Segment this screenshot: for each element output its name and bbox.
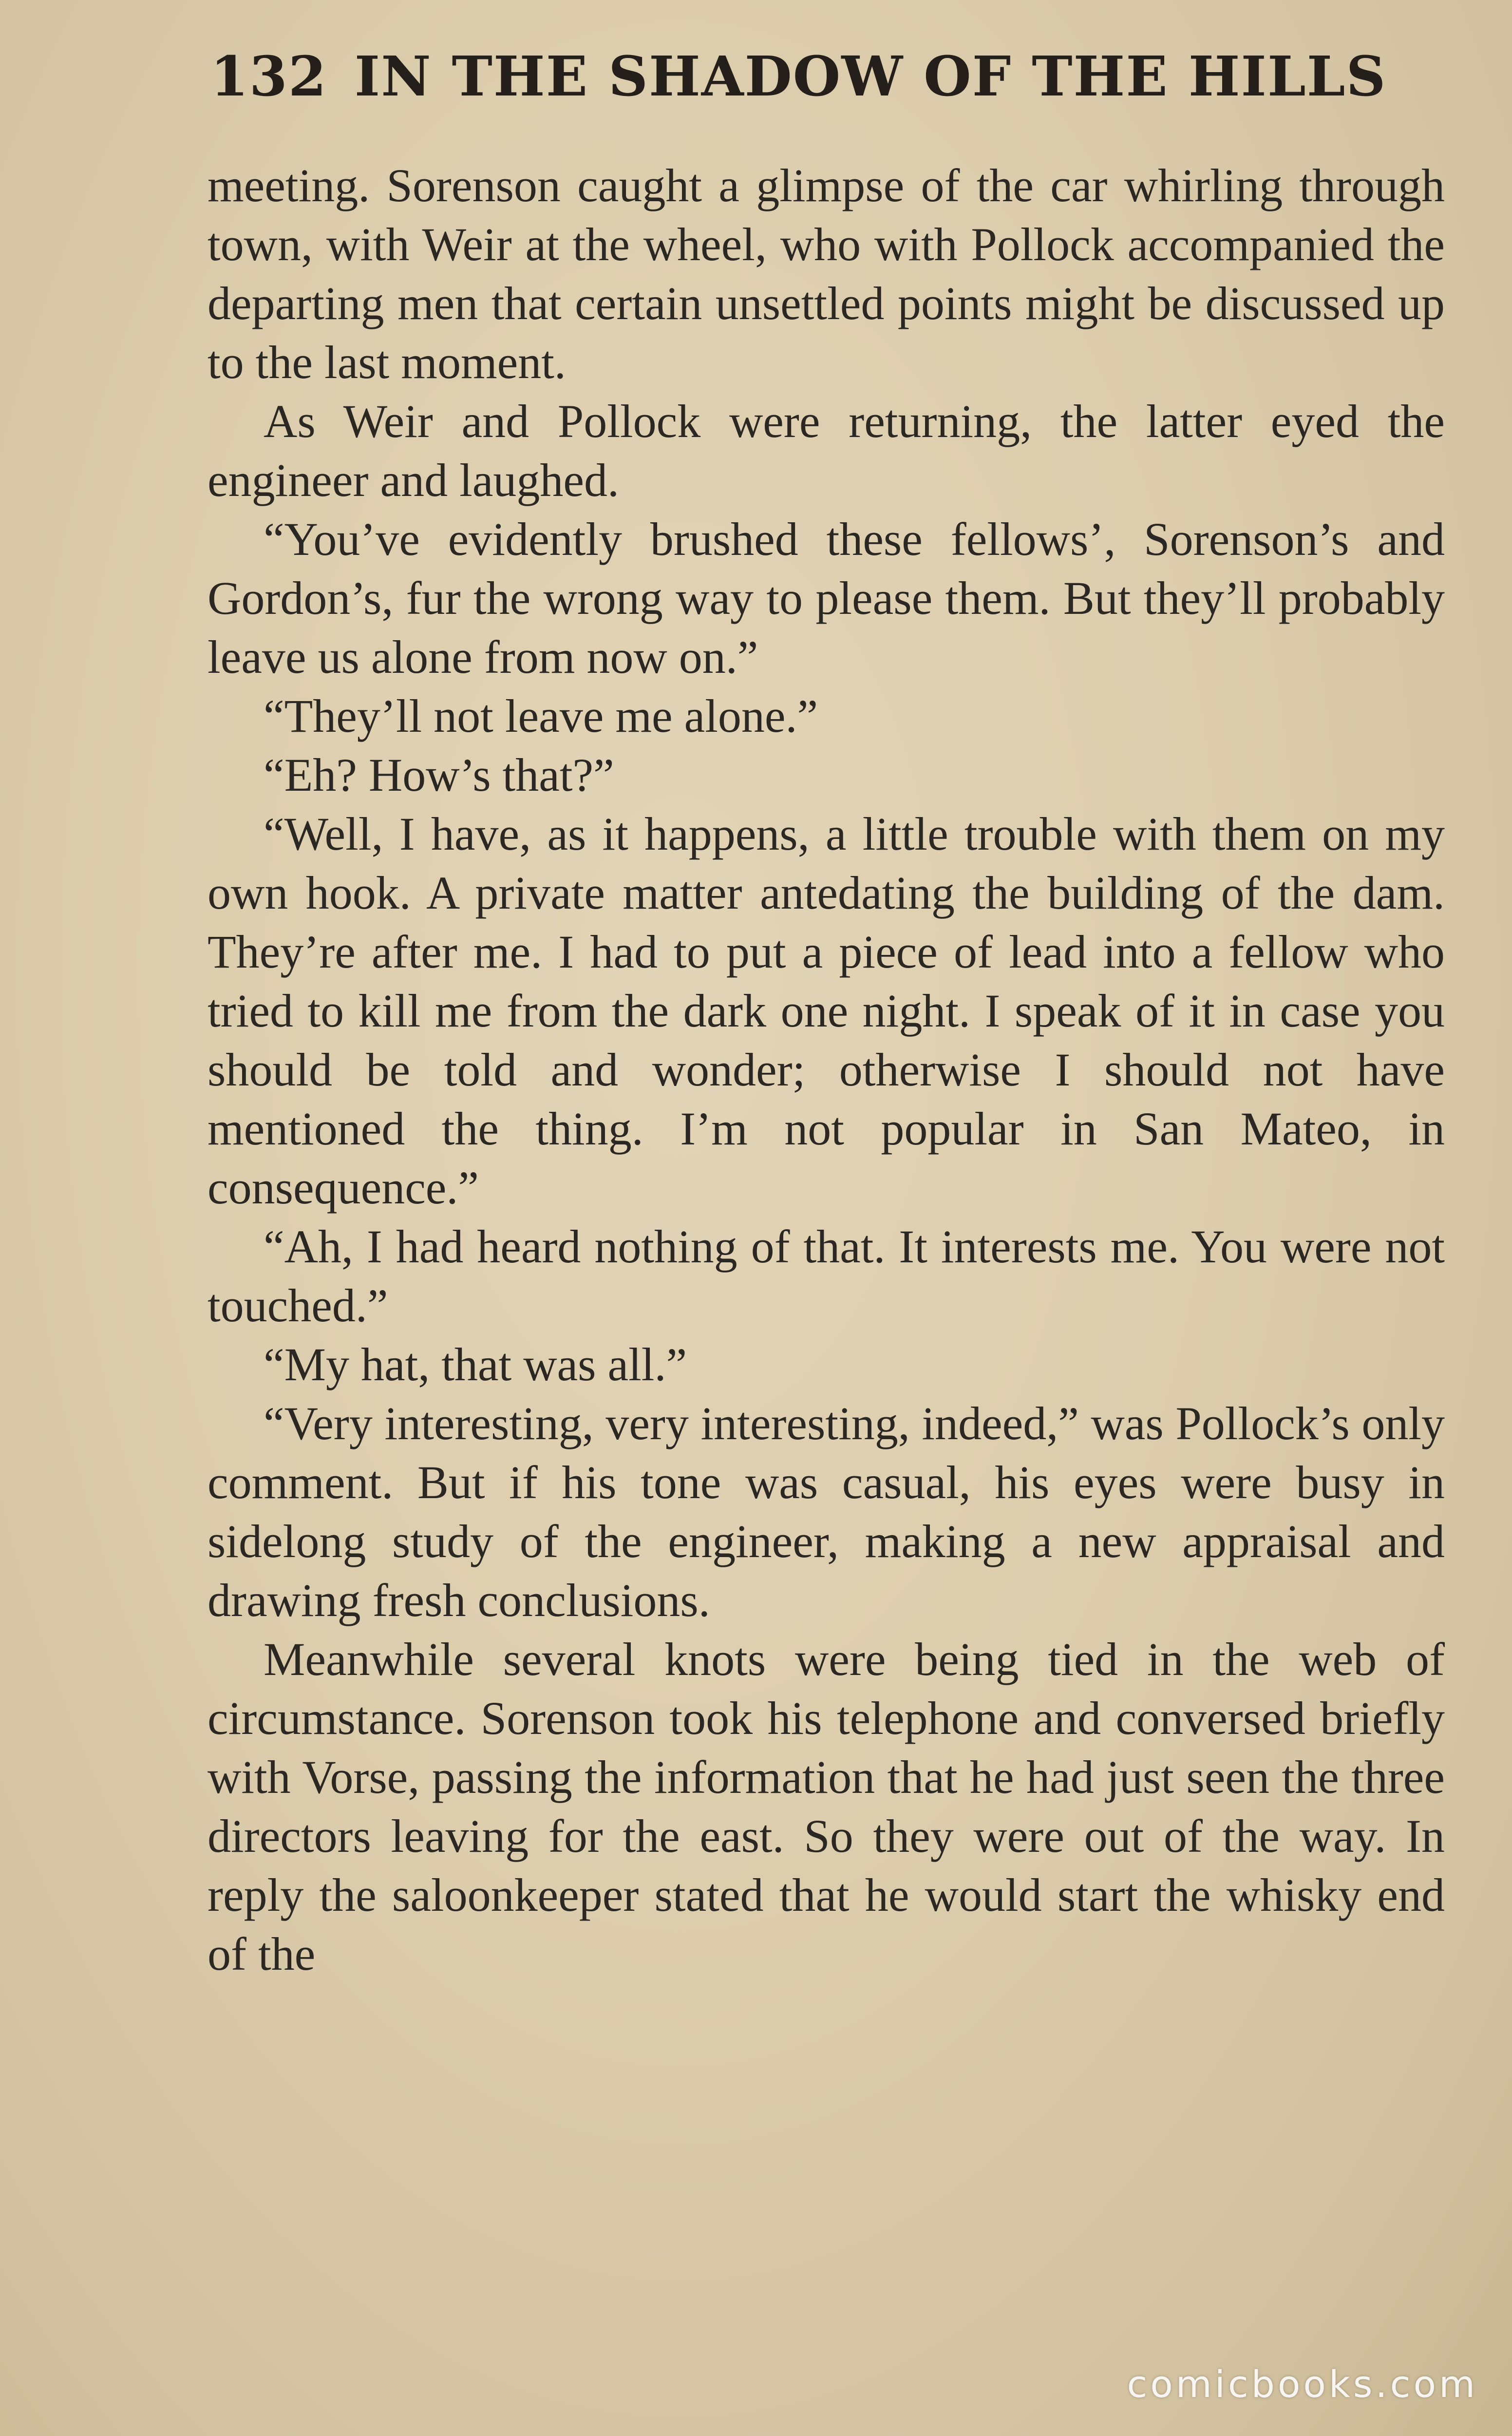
paragraph-8: “My hat, that was all.” xyxy=(264,1338,687,1390)
watermark: comicbooks.com xyxy=(1127,2362,1478,2406)
paragraph-10: Meanwhile several knots were being tied in the web of circumstance. Sorenson took his telephone and conversed briefly with Vorse, passing the information that he had just seen the three directors leaving for the east. So they were out of the way. In reply the saloonkeeper stated that he would start the whisky end of the xyxy=(208,1633,1445,1980)
body-text xyxy=(208,156,1445,1983)
running-header xyxy=(210,45,1448,118)
page-number: 132 xyxy=(210,45,327,109)
running-title: IN THE SHADOW OF THE HILLS xyxy=(354,45,1387,109)
paragraph-2: As Weir and Pollock were returning, the latter eyed the engineer and laughed. xyxy=(208,395,1445,506)
paragraph-1: meeting. Sorenson caught a glimpse of the car whirling through town, with Weir at the wheel, who with Pollock accompanied the departing men that certain unsettled points might be discussed up to the last moment. xyxy=(208,159,1445,388)
paragraph-9: “Very interesting, very interesting, indeed,” was Pollock’s only comment. But if his tone was casual, his eyes were busy in sidelong study of the engineer, making a new appraisal and drawing fresh conclusions. xyxy=(208,1397,1445,1626)
paragraph-7: “Ah, I had heard nothing of that. It interests me. You were not touched.” xyxy=(208,1220,1445,1332)
paragraph-6: “Well, I have, as it happens, a little trouble with them on my own hook. A private matter antedating the building of the dam. They’re after me. I had to put a piece of lead into a fellow who tried to kill me from the dark one night. I speak of it in case you should be told and wonder; otherwise I should not have mentioned the thing. I’m not popular in San Mateo, in consequence.” xyxy=(208,808,1445,1214)
paragraph-4: “They’ll not leave me alone.” xyxy=(264,690,818,742)
paragraph-5: “Eh? How’s that?” xyxy=(264,749,614,801)
paragraph-3: “You’ve evidently brushed these fellows’, Sorenson’s and Gordon’s, fur the wrong way to please them. But they’ll probably leave us alone from now on.” xyxy=(208,513,1445,683)
